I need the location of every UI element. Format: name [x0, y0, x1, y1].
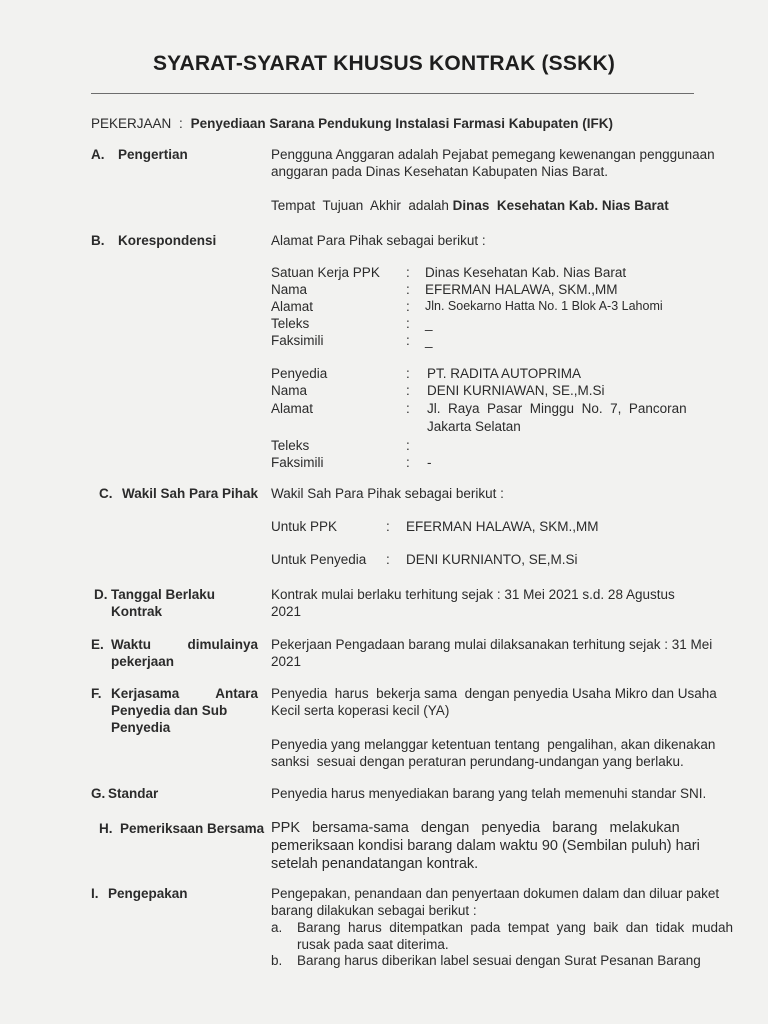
ppk-sep-2: :: [406, 299, 410, 314]
ppk-value-4: _: [425, 333, 433, 348]
section-b-letter: B.: [91, 233, 105, 248]
section-b-intro: Alamat Para Pihak sebagai berikut :: [271, 233, 486, 248]
section-e-line1: Pekerjaan Pengadaan barang mulai dilaksanakan terhitung sejak : 31 Mei: [271, 637, 713, 652]
penyedia-label-1: Nama: [271, 383, 308, 398]
penyedia-value-1: DENI KURNIAWAN, SE.,M.Si: [427, 383, 605, 398]
penyedia-value-5: -: [427, 455, 432, 470]
penyedia-label-4: Teleks: [271, 438, 310, 453]
penyedia-sep-4: :: [406, 438, 410, 453]
penyedia-label-2: Alamat: [271, 401, 314, 416]
ppk-label-4: Faksimili: [271, 333, 324, 348]
ppk-sep-3: :: [406, 316, 410, 331]
ppk-value-1: EFERMAN HALAWA, SKM.,MM: [425, 282, 618, 297]
section-e-line2: 2021: [271, 654, 302, 669]
ppk-value-0: Dinas Kesehatan Kab. Nias Barat: [425, 265, 627, 280]
section-h-letter: H.: [99, 821, 113, 836]
section-a-letter: A.: [91, 147, 105, 162]
ppk-value-3: _: [425, 316, 433, 331]
section-b-heading: Korespondensi: [118, 233, 217, 248]
section-i-item-a-line2: rusak pada saat diterima.: [297, 937, 449, 952]
title-divider: [91, 93, 694, 94]
section-f-letter: F.: [91, 686, 102, 701]
section-e-heading-word1: Waktu: [111, 637, 151, 652]
wakil-penyedia-value: DENI KURNIANTO, SE,M.Si: [406, 552, 578, 567]
wakil-penyedia-sep: :: [386, 552, 390, 567]
section-f-heading-line2: Penyedia dan Sub: [111, 703, 228, 718]
section-c-heading: Wakil Sah Para Pihak: [122, 486, 259, 501]
ppk-sep-0: :: [406, 265, 410, 280]
section-i-line2: barang dilakukan sebagai berikut :: [271, 903, 477, 918]
ppk-label-3: Teleks: [271, 316, 310, 331]
section-e-heading-word2: dimulainya: [187, 637, 258, 652]
ppk-sep-4: :: [406, 333, 410, 348]
section-f-p2-line1: Penyedia yang melanggar ketentuan tentang pengalihan, akan dikenakan: [271, 737, 716, 752]
section-i-item-a-mark: a.: [271, 920, 283, 935]
wakil-ppk-sep: :: [386, 519, 390, 534]
section-i-heading: Pengepakan: [108, 886, 188, 901]
ppk-label-0: Satuan Kerja PPK: [271, 265, 380, 280]
section-f-heading-word1: Kerjasama: [111, 686, 180, 701]
pekerjaan-row: [91, 115, 613, 132]
section-d-line2: 2021: [271, 604, 302, 619]
section-i-item-b-line1: Barang harus diberikan label sesuai dengan Surat Pesanan Barang: [297, 953, 701, 968]
penyedia-sep-0: :: [406, 366, 410, 381]
section-h-heading: Pemeriksaan Bersama: [120, 821, 265, 836]
section-a-p1-line1: Pengguna Anggaran adalah Pejabat pemegang kewenangan penggunaan: [271, 147, 715, 162]
section-f-heading-word2: Antara: [215, 686, 258, 701]
penyedia-sep-2: :: [406, 401, 410, 416]
wakil-ppk-value: EFERMAN HALAWA, SKM.,MM: [406, 519, 599, 534]
section-c-letter: C.: [99, 486, 113, 501]
section-a-heading: Pengertian: [118, 147, 188, 162]
pekerjaan-label: PEKERJAAN: [91, 116, 172, 131]
penyedia-sep-5: :: [406, 455, 410, 470]
penyedia-value-2: Jl. Raya Pasar Minggu No. 7, Pancoran: [427, 401, 687, 416]
document-title: SYARAT-SYARAT KHUSUS KONTRAK (SSKK): [152, 52, 616, 75]
section-d-line1: Kontrak mulai berlaku terhitung sejak : 31 Mei 2021 s.d. 28 Agustus: [271, 587, 675, 602]
wakil-penyedia-label: Untuk Penyedia: [271, 552, 367, 567]
penyedia-label-5: Faksimili: [271, 455, 324, 470]
section-a-p2-text: Tempat Tujuan Akhir adalah: [271, 198, 453, 213]
ppk-label-1: Nama: [271, 282, 308, 297]
section-i-item-b-mark: b.: [271, 953, 283, 968]
section-d-letter: D.: [94, 587, 108, 602]
section-c-intro: Wakil Sah Para Pihak sebagai berikut :: [271, 486, 504, 501]
section-f-heading-line3: Penyedia: [111, 720, 171, 735]
pekerjaan-sep: :: [179, 116, 183, 131]
section-e-letter: E.: [91, 637, 104, 652]
ppk-value-2: Jln. Soekarno Hatta No. 1 Blok A-3 Lahomi: [425, 299, 663, 313]
ppk-sep-1: :: [406, 282, 410, 297]
section-e-heading-line2: pekerjaan: [111, 654, 175, 669]
wakil-ppk-label: Untuk PPK: [271, 519, 338, 534]
section-f-p1-line1: Penyedia harus bekerja sama dengan penyedia Usaha Mikro dan Usaha: [271, 686, 717, 701]
section-d-heading-line2: Kontrak: [111, 604, 163, 619]
section-f-p1-line2: Kecil serta koperasi kecil (YA): [271, 703, 450, 718]
penyedia-sep-1: :: [406, 383, 410, 398]
penyedia-value-0: PT. RADITA AUTOPRIMA: [427, 366, 582, 381]
section-a-p2-bold: Dinas Kesehatan Kab. Nias Barat: [452, 198, 669, 213]
section-i-letter: I.: [91, 886, 99, 901]
section-f-p2-line2: sanksi sesuai dengan peraturan perundang-undangan yang berlaku.: [271, 754, 684, 769]
section-d-heading-line1: Tanggal Berlaku: [111, 587, 216, 602]
pekerjaan-value: Penyediaan Sarana Pendukung Instalasi Farmasi Kabupaten (IFK): [190, 116, 613, 131]
section-g-heading: Standar: [108, 786, 159, 801]
section-i-line1: Pengepakan, penandaan dan penyertaan dokumen dalam dan diluar paket: [271, 886, 720, 901]
ppk-label-2: Alamat: [271, 299, 314, 314]
section-h-line3: setelah penandatangan kontrak.: [271, 856, 479, 872]
section-a-p1-line2: anggaran pada Dinas Kesehatan Kabupaten Nias Barat.: [271, 164, 608, 179]
section-a-p2: [271, 197, 669, 214]
section-h-line1: PPK bersama-sama dengan penyedia barang melakukan: [271, 820, 680, 836]
penyedia-label-0: Penyedia: [271, 366, 328, 381]
section-g-text: Penyedia harus menyediakan barang yang telah memenuhi standar SNI.: [271, 786, 707, 801]
section-h-line2: pemeriksaan kondisi barang dalam waktu 90 (Sembilan puluh) hari: [271, 838, 700, 854]
penyedia-value-3: Jakarta Selatan: [427, 419, 521, 434]
section-g-letter: G.: [91, 786, 106, 801]
section-i-item-a-line1: Barang harus ditempatkan pada tempat yang baik dan tidak mudah: [297, 920, 734, 935]
